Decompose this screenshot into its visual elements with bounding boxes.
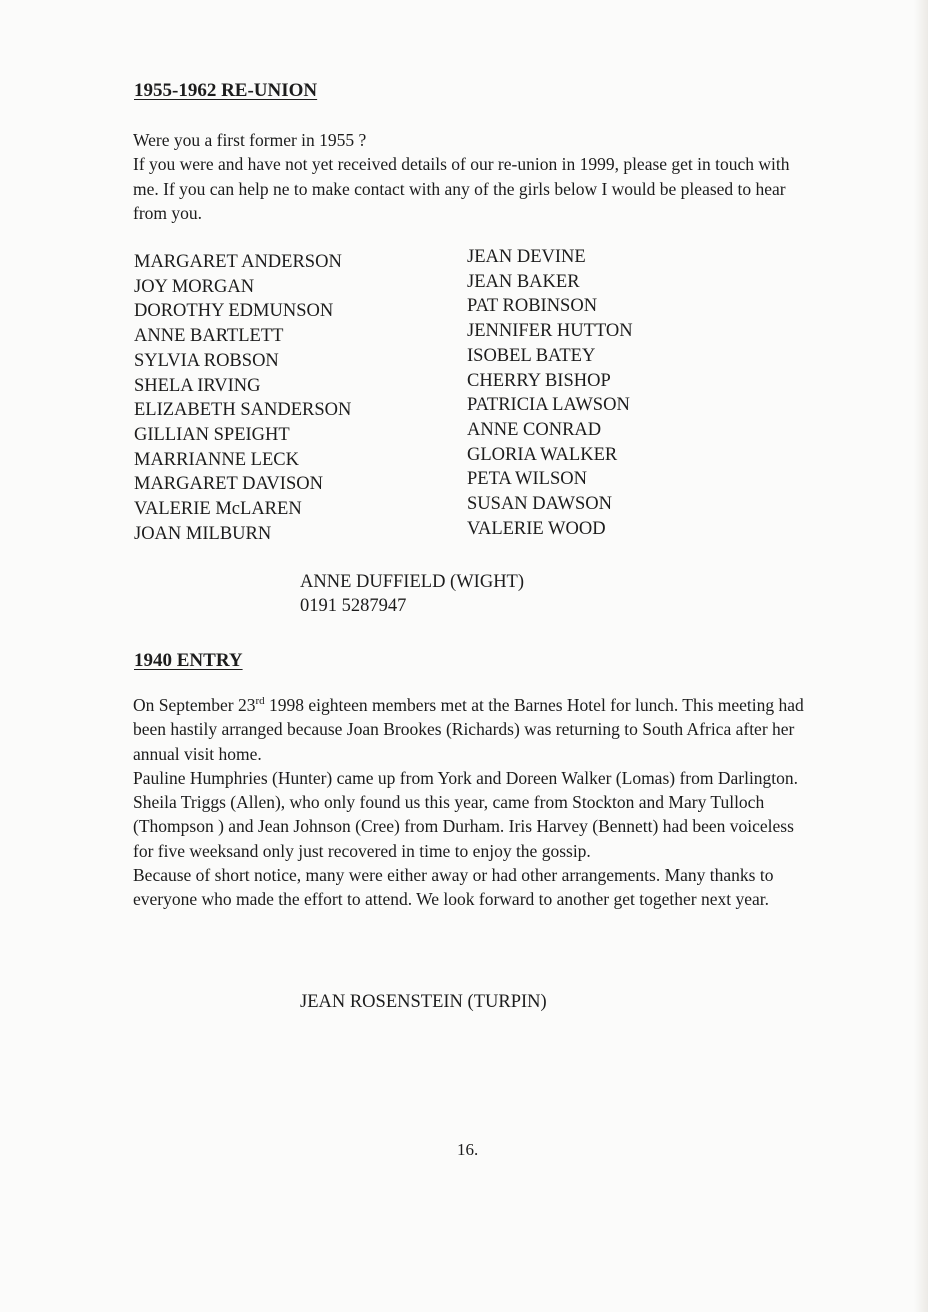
name-entry: JOY MORGAN <box>134 276 255 297</box>
name-entry: SHELA IRVING <box>134 375 261 396</box>
page-number: 16. <box>457 1140 479 1159</box>
name-entry: MARGARET DAVISON <box>134 474 323 495</box>
entry-paragraph-1 <box>133 693 813 766</box>
name-entry: ISOBEL BATEY <box>467 345 596 366</box>
name-entry: PATRICIA LAWSON <box>467 395 630 416</box>
name-entry: ELIZABETH SANDERSON <box>134 400 352 421</box>
reunion-contact <box>300 570 524 618</box>
name-entry: PAT ROBINSON <box>467 296 598 317</box>
name-entry: JEAN BAKER <box>467 271 580 292</box>
name-entry: VALERIE McLAREN <box>134 499 302 520</box>
name-entry: SUSAN DAWSON <box>467 494 612 515</box>
page-edge-shadow <box>914 0 928 1312</box>
entry-heading: 1940 ENTRY <box>134 650 243 671</box>
entry-paragraph-2: Pauline Humphries (Hunter) came up from York and Doreen Walker (Lomas) from Darlington. Sheila Triggs (Allen), who only found us this year, came from Stockton and Mary Tulloch (Thompson ) and Jean Johnson (Cree) from Durham. Iris Harvey (Bennett) had been voiceless for five weeksand only just recovered in time to enjoy the gossip. <box>133 767 799 861</box>
name-entry: GLORIA WALKER <box>467 444 618 465</box>
name-entry: ANNE BARTLETT <box>134 326 284 347</box>
name-entry: CHERRY BISHOP <box>467 370 611 391</box>
name-entry: SYLVIA ROBSON <box>134 350 279 371</box>
name-entry: MARRIANNE LECK <box>134 449 299 470</box>
entry-paragraph-3: Because of short notice, many were either away or had other arrangements. Many thanks to everyone who made the effort to attend. We look forward to another get together next year. <box>133 865 774 910</box>
entry-signature: JEAN ROSENSTEIN (TURPIN) <box>300 992 547 1012</box>
name-entry: JOAN MILBURN <box>134 523 272 544</box>
contact-name: ANNE DUFFIELD (WIGHT) <box>300 572 525 592</box>
contact-phone: 0191 5287947 <box>300 596 407 616</box>
reunion-intro <box>133 128 813 225</box>
entry-p1-rest: 1998 eighteen members met at the Barnes Hotel for lunch. This meeting had been hastily arranged because Joan Brookes (Richards) was returning to South Africa after her annual visit home. <box>133 695 804 764</box>
entry-p1-start: On September 23 <box>133 695 256 715</box>
name-entry: JENNIFER HUTTON <box>467 321 633 342</box>
name-entry: ANNE CONRAD <box>467 419 602 440</box>
reunion-heading: 1955-1962 RE-UNION <box>134 80 318 101</box>
names-list-left <box>134 250 351 546</box>
name-entry: GILLIAN SPEIGHT <box>134 424 290 445</box>
name-entry: DOROTHY EDMUNSON <box>134 301 334 322</box>
entry-body <box>133 693 813 912</box>
name-entry: VALERIE WOOD <box>467 518 606 539</box>
name-entry: JEAN DEVINE <box>467 247 586 267</box>
reunion-intro-question: Were you a first former in 1955 ? <box>133 130 367 150</box>
reunion-intro-request: If you were and have not yet received details of our re-union in 1999, please get in touch with me. If you can help ne to make contact with any of the girls below I would be pleased to hear from you. <box>133 154 790 223</box>
entry-p1-ordinal: rd <box>255 695 265 708</box>
name-entry: PETA WILSON <box>467 469 587 490</box>
names-list-right <box>467 245 633 541</box>
name-entry: MARGARET ANDERSON <box>134 252 342 272</box>
